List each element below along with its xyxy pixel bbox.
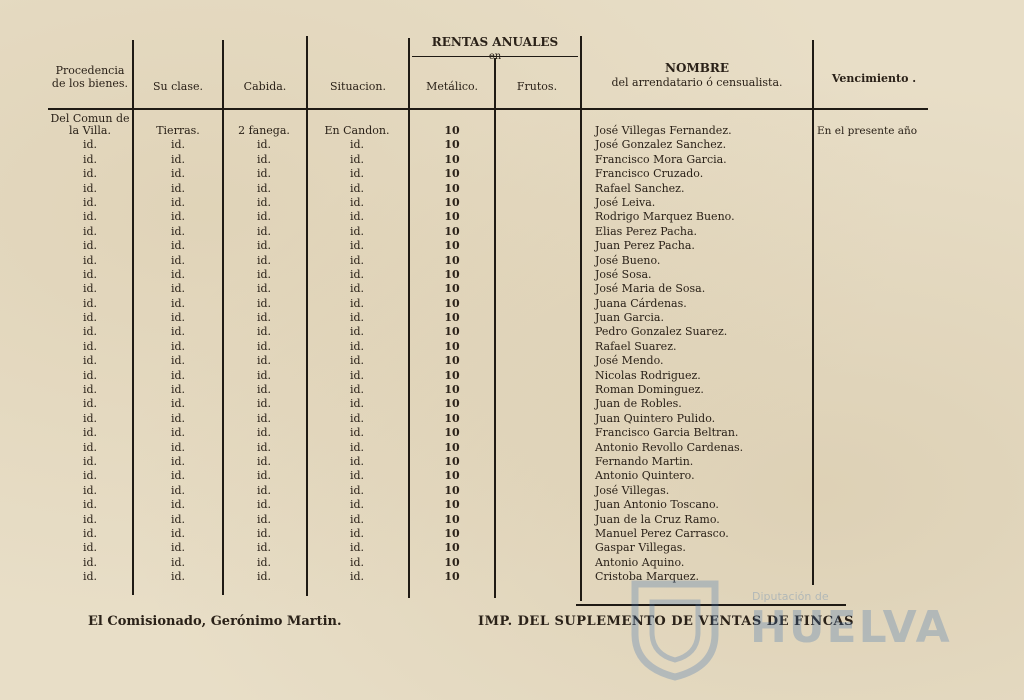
cell-cabida: id. [256, 152, 272, 166]
cell-clase: id. [170, 483, 186, 497]
table-row [0, 124, 1024, 138]
cell-metalico: 10 [444, 541, 460, 555]
cell-procedencia: id. [82, 224, 98, 238]
cell-metalico: 10 [444, 311, 460, 325]
cell-metalico: 10 [444, 354, 460, 368]
cell-clase: id. [170, 440, 186, 454]
table-body [0, 124, 1024, 585]
footer-imprenta: IMP. DEL SUPLEMENTO DE VENTAS DE FINCAS [478, 614, 855, 629]
cell-clase: id. [170, 339, 186, 353]
cell-procedencia: id. [82, 311, 98, 325]
cell-metalico: 10 [444, 210, 460, 224]
cell-metalico: 10 [444, 483, 460, 497]
cell-procedencia: id. [82, 152, 98, 166]
cell-clase: id. [170, 152, 186, 166]
cell-nombre: José Mendo. [595, 354, 664, 368]
cell-cabida: id. [256, 267, 272, 281]
cell-vencimiento: En el presente año [817, 125, 918, 137]
cell-clase: id. [170, 368, 186, 382]
table-row [0, 484, 1024, 498]
table-row [0, 340, 1024, 354]
table-row [0, 426, 1024, 440]
cell-procedencia: id. [82, 541, 98, 555]
cell-procedencia: id. [82, 383, 98, 397]
cell-cabida: 2 fanega. [238, 124, 290, 137]
cell-metalico: 10 [444, 239, 460, 253]
cell-procedencia: id. [82, 195, 98, 209]
table-row [0, 541, 1024, 555]
cell-procedencia: id. [82, 239, 98, 253]
cell-situacion: id. [349, 138, 365, 152]
cell-cabida: id. [256, 483, 272, 497]
cell-nombre: Juan de Robles. [595, 397, 682, 411]
cell-metalico: 10 [444, 124, 460, 137]
cell-clase: id. [170, 239, 186, 253]
cell-procedencia: id. [82, 411, 98, 425]
cell-procedencia: id. [82, 483, 98, 497]
cell-metalico: 10 [444, 368, 460, 382]
cell-situacion: id. [349, 555, 365, 569]
header-situacion: Situacion. [330, 80, 386, 93]
cell-situacion: id. [349, 498, 365, 512]
table-row [0, 239, 1024, 253]
cell-procedencia: id. [82, 469, 98, 483]
cell-metalico: 10 [444, 152, 460, 166]
table-row [0, 196, 1024, 210]
cell-cabida: id. [256, 296, 272, 310]
cell-metalico: 10 [444, 440, 460, 454]
cell-procedencia: id. [82, 253, 98, 267]
cell-nombre: Antonio Revollo Cardenas. [595, 440, 744, 454]
cell-clase: id. [170, 325, 186, 339]
cell-metalico: 10 [444, 339, 460, 353]
cell-situacion: id. [349, 311, 365, 325]
table-row [0, 297, 1024, 311]
table-row [0, 441, 1024, 455]
cell-cabida: id. [256, 555, 272, 569]
cell-metalico: 10 [444, 167, 460, 181]
table-row [0, 556, 1024, 570]
cell-clase: id. [170, 512, 186, 526]
cell-metalico: 10 [444, 526, 460, 540]
cell-nombre: Cristoba Marquez. [595, 570, 699, 584]
cell-cabida: id. [256, 195, 272, 209]
table-row [0, 412, 1024, 426]
table-row [0, 210, 1024, 224]
cell-cabida: id. [256, 354, 272, 368]
cell-clase: id. [170, 282, 186, 296]
cell-cabida: id. [256, 311, 272, 325]
cell-metalico: 10 [444, 454, 460, 468]
cell-nombre: Manuel Perez Carrasco. [595, 526, 729, 540]
cell-metalico: 10 [444, 267, 460, 281]
cell-cabida: id. [256, 210, 272, 224]
cell-situacion: id. [349, 383, 365, 397]
cell-clase: id. [170, 311, 186, 325]
table-row [0, 527, 1024, 541]
cell-clase: id. [170, 253, 186, 267]
cell-nombre: Elias Perez Pacha. [595, 224, 698, 238]
cell-cabida: id. [256, 383, 272, 397]
cell-situacion: id. [349, 181, 365, 195]
cell-procedencia: id. [82, 426, 98, 440]
header-rentas-title: RENTAS ANUALES [431, 35, 559, 49]
cell-cabida: id. [256, 512, 272, 526]
cell-metalico: 10 [444, 397, 460, 411]
cell-procedencia: id. [82, 555, 98, 569]
header-nombre-title: NOMBRE [665, 61, 729, 75]
cell-situacion: id. [349, 454, 365, 468]
cell-clase: id. [170, 354, 186, 368]
cell-cabida: id. [256, 368, 272, 382]
cell-cabida: id. [256, 167, 272, 181]
table-row [0, 182, 1024, 196]
header-rule [48, 108, 928, 110]
cell-cabida: id. [256, 411, 272, 425]
cell-cabida: id. [256, 138, 272, 152]
shield-logo-icon [620, 572, 730, 682]
cell-procedencia: id. [82, 526, 98, 540]
cell-situacion: id. [349, 224, 365, 238]
cell-nombre: Francisco Mora Garcia. [595, 152, 727, 166]
cell-nombre: Rodrigo Marquez Bueno. [595, 210, 735, 224]
cell-nombre: Juan de la Cruz Ramo. [595, 512, 720, 526]
cell-metalico: 10 [444, 224, 460, 238]
header-frutos: Frutos. [516, 80, 558, 93]
table-row [0, 254, 1024, 268]
cell-nombre: Juan Garcia. [595, 311, 664, 325]
cell-clase: id. [170, 498, 186, 512]
table-row [0, 311, 1024, 325]
cell-situacion: En Candon. [324, 124, 390, 137]
cell-nombre: José Leiva. [595, 195, 656, 209]
cell-procedencia: id. [82, 570, 98, 584]
cell-metalico: 10 [444, 469, 460, 483]
cell-cabida: id. [256, 282, 272, 296]
cell-situacion: id. [349, 469, 365, 483]
cell-cabida: id. [256, 498, 272, 512]
header-metalico: Metálico. [426, 80, 478, 93]
cell-clase: id. [170, 426, 186, 440]
cell-nombre: José Maria de Sosa. [595, 282, 706, 296]
cell-metalico: 10 [444, 411, 460, 425]
cell-clase: id. [170, 195, 186, 209]
cell-clase: id. [170, 555, 186, 569]
cell-metalico: 10 [444, 195, 460, 209]
table-row [0, 225, 1024, 239]
header-clase: Su clase. [152, 80, 203, 93]
table-row [0, 138, 1024, 152]
cell-cabida: id. [256, 541, 272, 555]
cell-situacion: id. [349, 267, 365, 281]
cell-nombre: Gaspar Villegas. [595, 541, 686, 555]
cell-procedencia: id. [82, 440, 98, 454]
cell-nombre: José Villegas Fernandez. [595, 124, 732, 137]
cell-procedencia: id. [82, 339, 98, 353]
header-procedencia: Procedencia de los bienes. [51, 64, 129, 90]
cell-metalico: 10 [444, 426, 460, 440]
cell-metalico: 10 [444, 498, 460, 512]
cell-clase: id. [170, 570, 186, 584]
cell-nombre: Antonio Quintero. [595, 469, 695, 483]
header-cabida: Cabida. [243, 80, 287, 93]
cell-procedencia: id. [82, 282, 98, 296]
cell-procedencia: id. [82, 296, 98, 310]
cell-clase: id. [170, 267, 186, 281]
cell-situacion: id. [349, 282, 365, 296]
cell-clase: id. [170, 296, 186, 310]
cell-nombre: Nicolas Rodriguez. [595, 368, 701, 382]
cell-cabida: id. [256, 426, 272, 440]
cell-procedencia: id. [82, 498, 98, 512]
first-row-procedencia-line1: Del Comun de [50, 112, 130, 125]
cell-procedencia: id. [82, 454, 98, 468]
watermark-sub: Diputación de [752, 590, 829, 603]
cell-metalico: 10 [444, 138, 460, 152]
cell-clase: id. [170, 454, 186, 468]
cell-clase: id. [170, 411, 186, 425]
cell-cabida: id. [256, 570, 272, 584]
cell-procedencia: id. [82, 181, 98, 195]
cell-situacion: id. [349, 411, 365, 425]
table-row [0, 153, 1024, 167]
cell-metalico: 10 [444, 325, 460, 339]
header-nombre-sub: del arrendatario ó censualista. [611, 76, 783, 89]
cell-situacion: id. [349, 195, 365, 209]
cell-cabida: id. [256, 454, 272, 468]
cell-situacion: id. [349, 152, 365, 166]
cell-clase: id. [170, 469, 186, 483]
cell-procedencia: id. [82, 368, 98, 382]
cell-clase: id. [170, 383, 186, 397]
cell-nombre: Roman Dominguez. [595, 383, 704, 397]
cell-nombre: José Gonzalez Sanchez. [595, 138, 727, 152]
cell-situacion: id. [349, 325, 365, 339]
table-row [0, 469, 1024, 483]
cell-nombre: Fernando Martin. [595, 454, 694, 468]
cell-procedencia: id. [82, 512, 98, 526]
cell-situacion: id. [349, 210, 365, 224]
cell-procedencia: id. [82, 397, 98, 411]
footer-comisionado: El Comisionado, Gerónimo Martin. [88, 614, 342, 629]
cell-cabida: id. [256, 526, 272, 540]
cell-clase: id. [170, 526, 186, 540]
cell-situacion: id. [349, 354, 365, 368]
cell-nombre: José Bueno. [595, 253, 661, 267]
cell-nombre: Juan Quintero Pulido. [595, 411, 716, 425]
cell-metalico: 10 [444, 181, 460, 195]
table-row [0, 325, 1024, 339]
cell-metalico: 10 [444, 296, 460, 310]
cell-cabida: id. [256, 339, 272, 353]
cell-clase: id. [170, 210, 186, 224]
cell-situacion: id. [349, 541, 365, 555]
cell-situacion: id. [349, 339, 365, 353]
cell-clase: id. [170, 138, 186, 152]
cell-situacion: id. [349, 526, 365, 540]
cell-situacion: id. [349, 440, 365, 454]
cell-situacion: id. [349, 167, 365, 181]
header-vencimiento: Vencimiento . [831, 72, 917, 85]
cell-clase: id. [170, 224, 186, 238]
cell-cabida: id. [256, 469, 272, 483]
cell-nombre: José Villegas. [595, 483, 670, 497]
cell-cabida: id. [256, 440, 272, 454]
cell-metalico: 10 [444, 253, 460, 267]
cell-situacion: id. [349, 397, 365, 411]
cell-clase: id. [170, 167, 186, 181]
cell-situacion: id. [349, 483, 365, 497]
table-row [0, 282, 1024, 296]
cell-cabida: id. [256, 224, 272, 238]
cell-metalico: 10 [444, 512, 460, 526]
archive-watermark [620, 572, 950, 682]
cell-situacion: id. [349, 296, 365, 310]
table-row [0, 383, 1024, 397]
cell-procedencia: id. [82, 354, 98, 368]
watermark-text: HUELVA [750, 602, 952, 653]
table-row [0, 369, 1024, 383]
cell-nombre: Rafael Sanchez. [595, 181, 685, 195]
cell-situacion: id. [349, 426, 365, 440]
header-rentas-en: en [488, 51, 502, 62]
cell-situacion: id. [349, 570, 365, 584]
cell-cabida: id. [256, 325, 272, 339]
cell-procedencia: id. [82, 267, 98, 281]
cell-nombre: Juana Cárdenas. [595, 296, 687, 310]
table-row [0, 397, 1024, 411]
cell-clase: Tierras. [156, 124, 200, 137]
row-list [0, 138, 1024, 584]
cell-metalico: 10 [444, 282, 460, 296]
cell-nombre: Francisco Cruzado. [595, 167, 704, 181]
cell-procedencia: id. [82, 210, 98, 224]
cell-cabida: id. [256, 181, 272, 195]
cell-procedencia: id. [82, 138, 98, 152]
table-row [0, 354, 1024, 368]
cell-metalico: 10 [444, 555, 460, 569]
cell-clase: id. [170, 397, 186, 411]
cell-nombre: Juan Antonio Toscano. [595, 498, 719, 512]
table-row [0, 268, 1024, 282]
cell-nombre: Juan Perez Pacha. [595, 239, 695, 253]
cell-procedencia: id. [82, 325, 98, 339]
cell-nombre: Pedro Gonzalez Suarez. [595, 325, 728, 339]
cell-situacion: id. [349, 512, 365, 526]
cell-nombre: Rafael Suarez. [595, 339, 677, 353]
cell-cabida: id. [256, 253, 272, 267]
table-row [0, 455, 1024, 469]
table-row [0, 498, 1024, 512]
cell-nombre: Antonio Aquino. [595, 555, 685, 569]
cell-situacion: id. [349, 253, 365, 267]
cell-cabida: id. [256, 239, 272, 253]
table-row [0, 513, 1024, 527]
cell-nombre: José Sosa. [595, 267, 652, 281]
table-row [0, 167, 1024, 181]
cell-situacion: id. [349, 368, 365, 382]
cell-metalico: 10 [444, 383, 460, 397]
cell-clase: id. [170, 541, 186, 555]
cell-situacion: id. [349, 239, 365, 253]
cell-procedencia: id. [82, 167, 98, 181]
cell-cabida: id. [256, 397, 272, 411]
cell-clase: id. [170, 181, 186, 195]
cell-nombre: Francisco Garcia Beltran. [595, 426, 739, 440]
cell-procedencia: la Villa. [69, 124, 111, 137]
cell-metalico: 10 [444, 570, 460, 584]
